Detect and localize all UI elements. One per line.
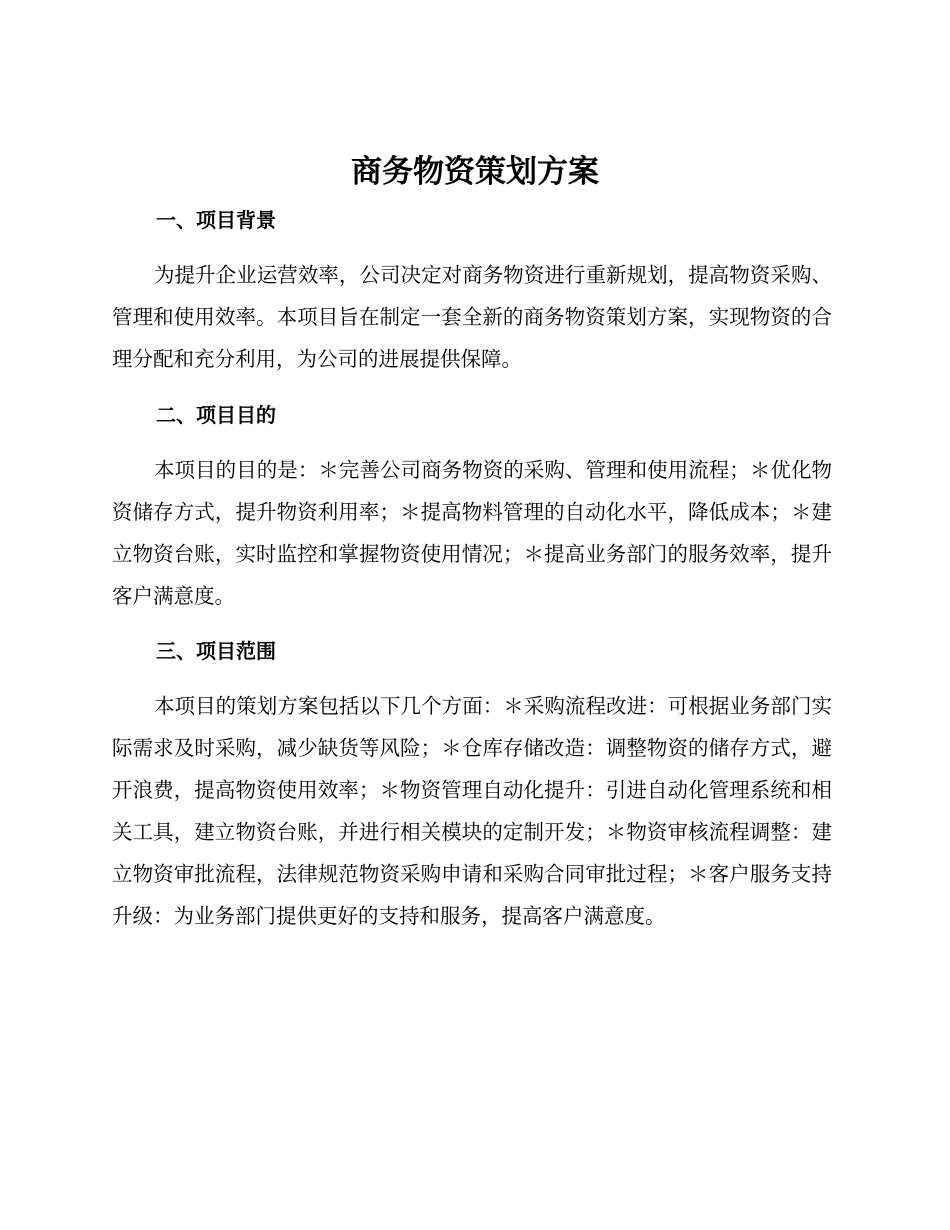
- section-heading-background: 一、项目背景: [156, 208, 276, 232]
- section-body-scope: 本项目的策划方案包括以下几个方面：＊采购流程改进：可根据业务部门实际需求及时采购，减少缺货等风险；＊仓库存储改造：调整物资的储存方式，避开浪费，提高物资使用效率；＊物资管理自动化提升：引进自动化管理系统和相关工具，建立物资台账，并进行相关模块的定制开发；＊物资审核流程调整：建立物资审批流程，法律规范物资采购申请和采购合同审批过程；＊客户服务支持升级：为业务部门提供更好的支持和服务，提高客户满意度。: [112, 694, 832, 928]
- section-body-purpose: 本项目的目的是：＊完善公司商务物资的采购、管理和使用流程；＊优化物资储存方式，提升物资利用率；＊提高物料管理的自动化水平，降低成本；＊建立物资台账，实时监控和掌握物资使用情况；＊提高业务部门的服务效率，提升客户满意度。: [112, 458, 832, 608]
- section-heading-scope: 三、项目范围: [156, 639, 276, 663]
- section-heading-purpose: 二、项目目的: [156, 403, 276, 427]
- section-body-background: 为提升企业运营效率，公司决定对商务物资进行重新规划，提高物资采购、管理和使用效率。本项目旨在制定一套全新的商务物资策划方案，实现物资的合理分配和充分利用，为公司的进展提供保障。: [112, 263, 832, 371]
- document-title: 商务物资策划方案: [351, 154, 599, 190]
